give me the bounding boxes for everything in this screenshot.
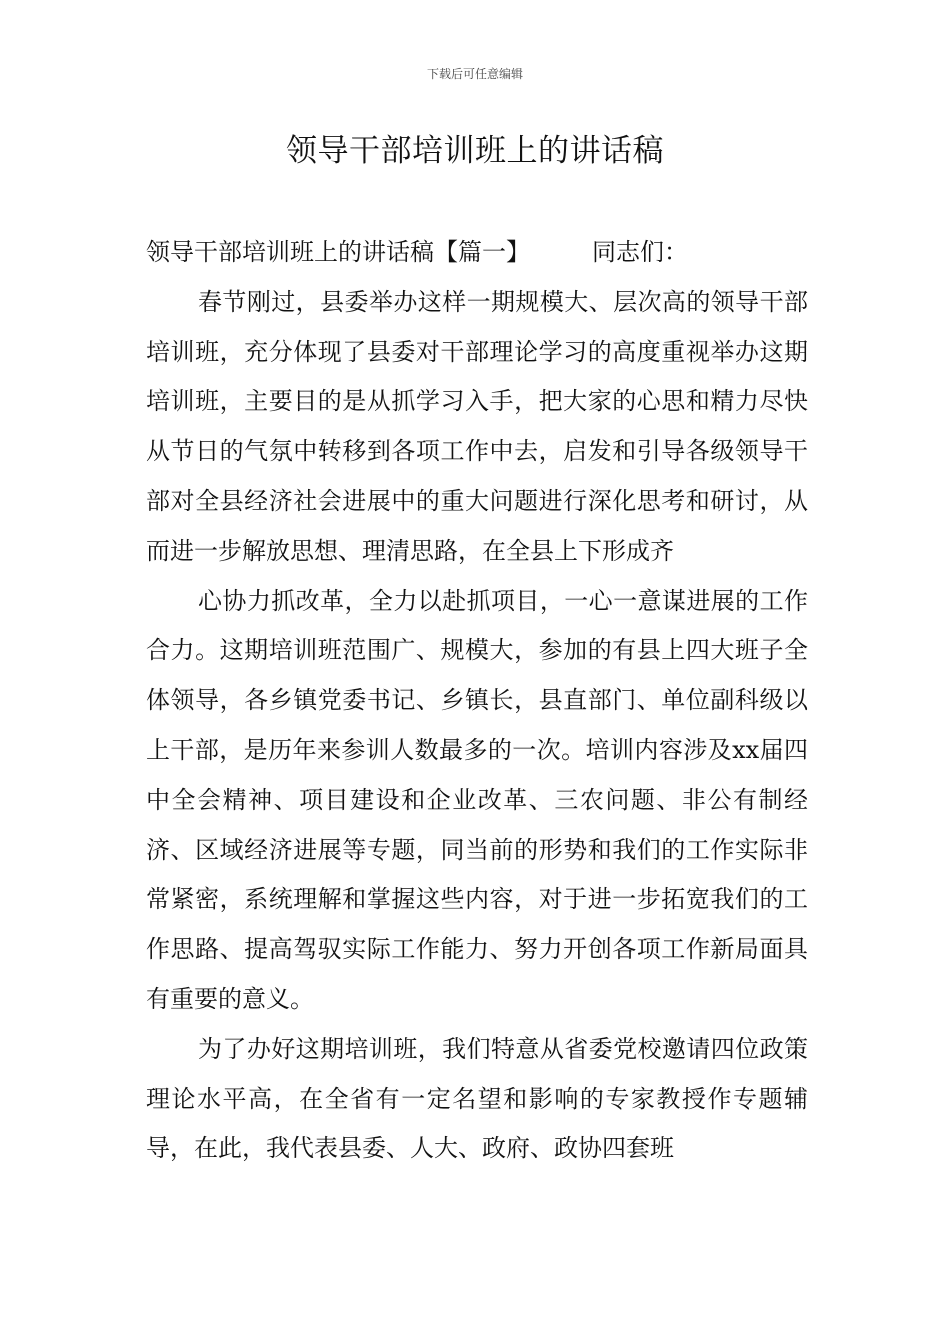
paragraph-3: 为了办好这期培训班，我们特意从省委党校邀请四位政策理论水平高，在全省有一定名望和影响的专家教授作专题辅导，在此，我代表县委、人大、政府、政协四套班: [146, 1034, 808, 1163]
paragraph-1: 春节刚过，县委举办这样一期规模大、层次高的领导干部培训班，充分体现了县委对干部理论学习的高度重视举办这期培训班，主要目的是从抓学习入手，把大家的心思和精力尽快从节日的气氛中转移到各项工作中去，启发和引导各级领导干部对全县经济社会进展中的重大问题进行深化思考和研讨，从而进一步解放思想、理清思路，在全县上下形成齐: [146, 287, 808, 565]
document-title: 领导干部培训班上的讲话稿: [286, 133, 664, 169]
header-note: 下载后可任意编辑: [426, 67, 523, 81]
salutation: 同志们：: [592, 238, 688, 266]
document-body: [146, 228, 808, 1174]
paragraph-2: 心协力抓改革，全力以赴抓项目，一心一意谋进展的工作合力。这期培训班范围广、规模大，参加的有县上四大班子全体领导，各乡镇党委书记、乡镇长，县直部门、单位副科级以上干部，是历年来参训人数最多的一次。培训内容涉及xx届四中全会精神、项目建设和企业改革、三农问题、非公有制经济、区域经济进展等专题，同当前的形势和我们的工作实际非常紧密，系统理解和掌握这些内容，对于进一步拓宽我们的工作思路、提高驾驭实际工作能力、努力开创各项工作新局面具有重要的意义。: [146, 586, 808, 1013]
section-subtitle: 领导干部培训班上的讲话稿【篇一】: [146, 238, 530, 266]
lead-line: [146, 228, 808, 278]
